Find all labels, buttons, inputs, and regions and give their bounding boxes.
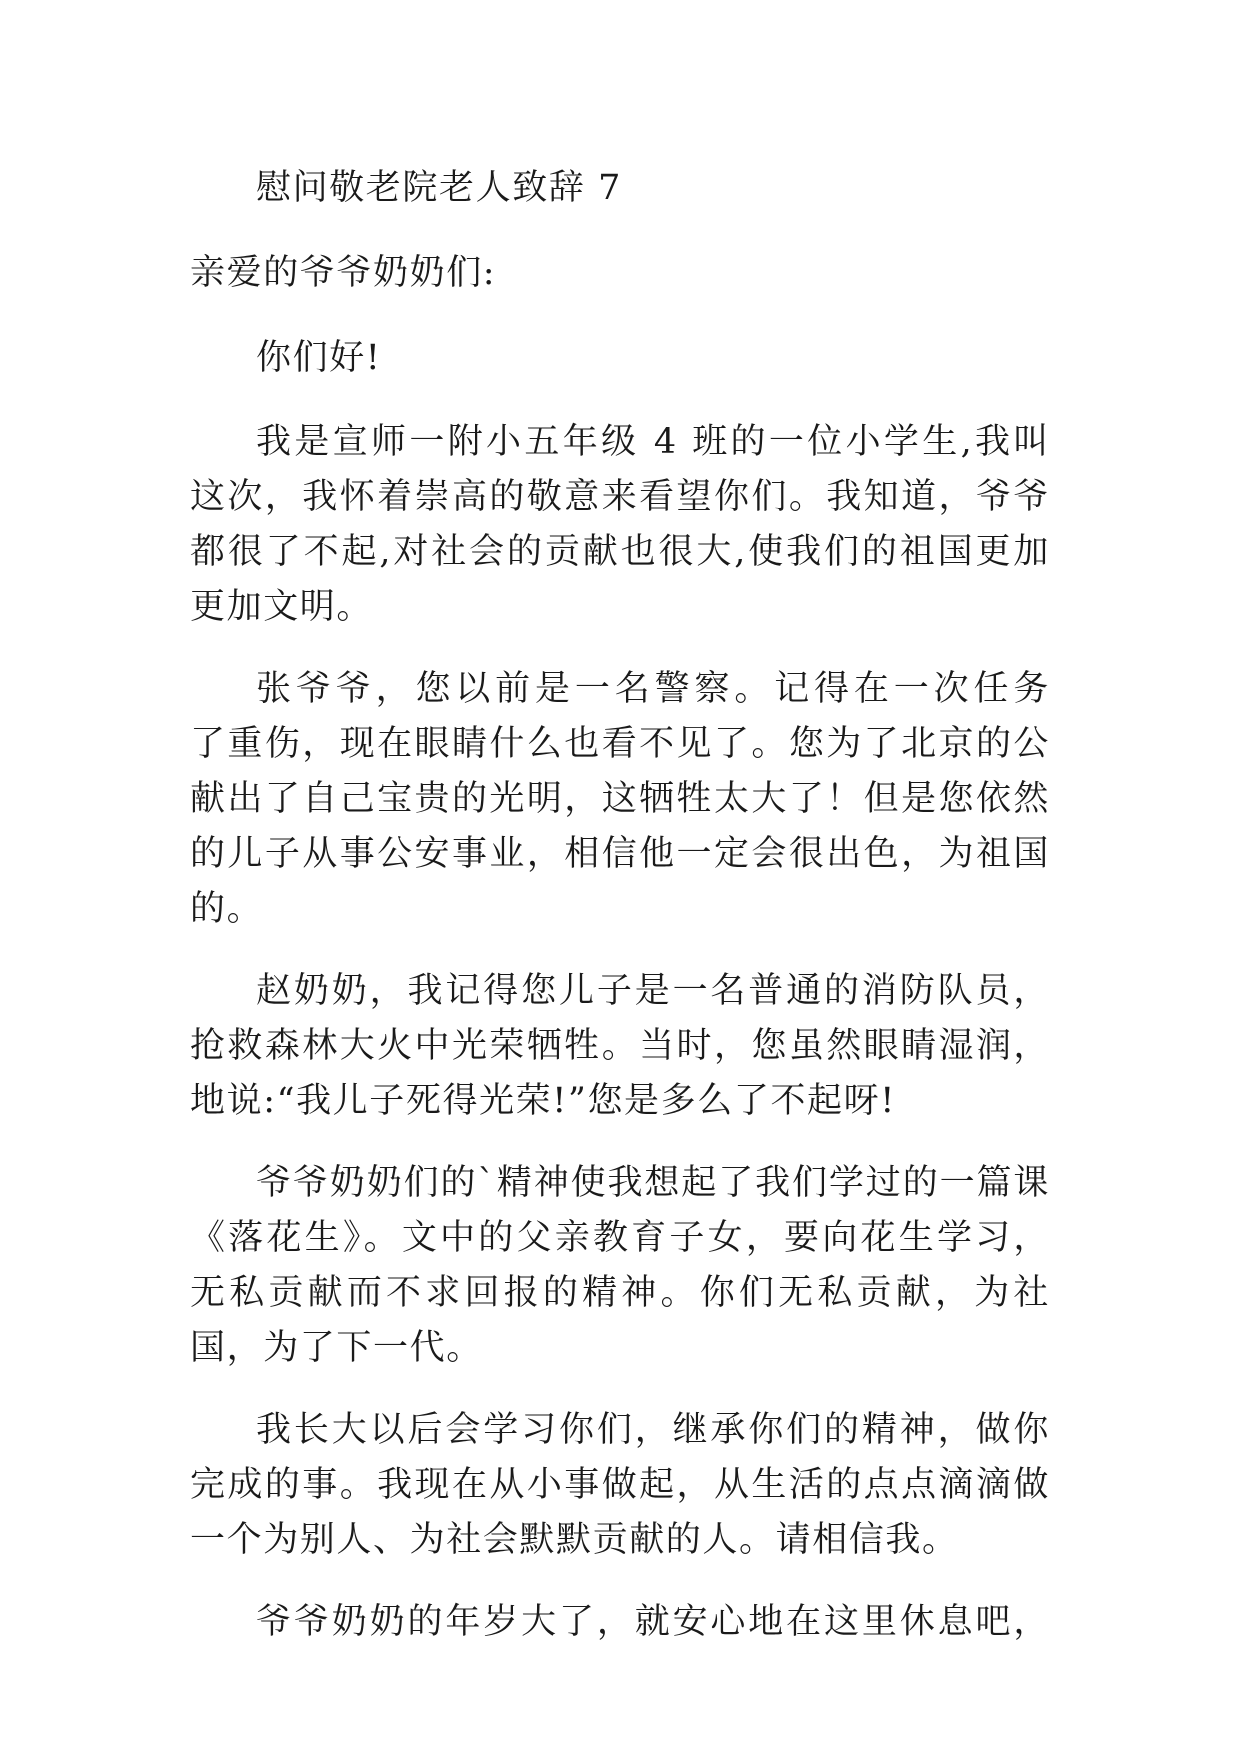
salutation: 亲爱的爷爷奶奶们: [190, 253, 497, 293]
document-title: 慰问敬老院老人致辞 7 [256, 168, 622, 208]
paragraph-2-line-1: 张爷爷，您以前是一名警察。记得在一次任务 [256, 669, 1050, 709]
paragraph-5-line-2: 完成的事。我现在从小事做起，从生活的点点滴滴做 [190, 1465, 1050, 1505]
paragraph-5-line-1: 我长大以后会学习你们，继承你们的精神，做你 [256, 1410, 1050, 1450]
paragraph-1-line-4: 更加文明。 [190, 587, 374, 627]
paragraph-2-line-4: 的儿子从事公安事业，相信他一定会很出色，为祖国 [190, 834, 1050, 874]
greeting: 你们好! [256, 338, 382, 378]
paragraph-2-line-5: 的。 [190, 889, 264, 929]
paragraph-2-line-3: 献出了自己宝贵的光明，这牺牲太大了！但是您依然 [190, 779, 1050, 819]
paragraph-2-line-2: 了重伤，现在眼睛什么也看不见了。您为了北京的公 [190, 724, 1050, 764]
paragraph-4-line-2: 《落花生》。文中的父亲教育子女，要向花生学习， [190, 1218, 1050, 1258]
paragraph-5-line-3: 一个为别人、为社会默默贡献的人。请相信我。 [190, 1520, 959, 1560]
paragraph-3-line-3: 地说:“我儿子死得光荣!”您是多么了不起呀! [190, 1081, 896, 1121]
paragraph-4-line-4: 国，为了下一代。 [190, 1328, 483, 1368]
paragraph-1-line-2: 这次，我怀着崇高的敬意来看望你们。我知道，爷爷 [190, 477, 1050, 517]
paragraph-3-line-2: 抢救森林大火中光荣牺牲。当时，您虽然眼睛湿润， [190, 1026, 1050, 1066]
paragraph-4-line-3: 无私贡献而不求回报的精神。你们无私贡献，为社 [190, 1273, 1050, 1313]
paragraph-3-line-1: 赵奶奶，我记得您儿子是一名普通的消防队员， [256, 971, 1050, 1011]
paragraph-4-line-1: 爷爷奶奶们的`精神使我想起了我们学过的一篇课 [256, 1163, 1050, 1203]
paragraph-1-line-1: 我是宣师一附小五年级 4 班的一位小学生,我叫 [256, 422, 1050, 462]
paragraph-1-line-3: 都很了不起,对社会的贡献也很大,使我们的祖国更加 [190, 532, 1050, 572]
paragraph-6-line-1: 爷爷奶奶的年岁大了，就安心地在这里休息吧， [256, 1602, 1050, 1642]
